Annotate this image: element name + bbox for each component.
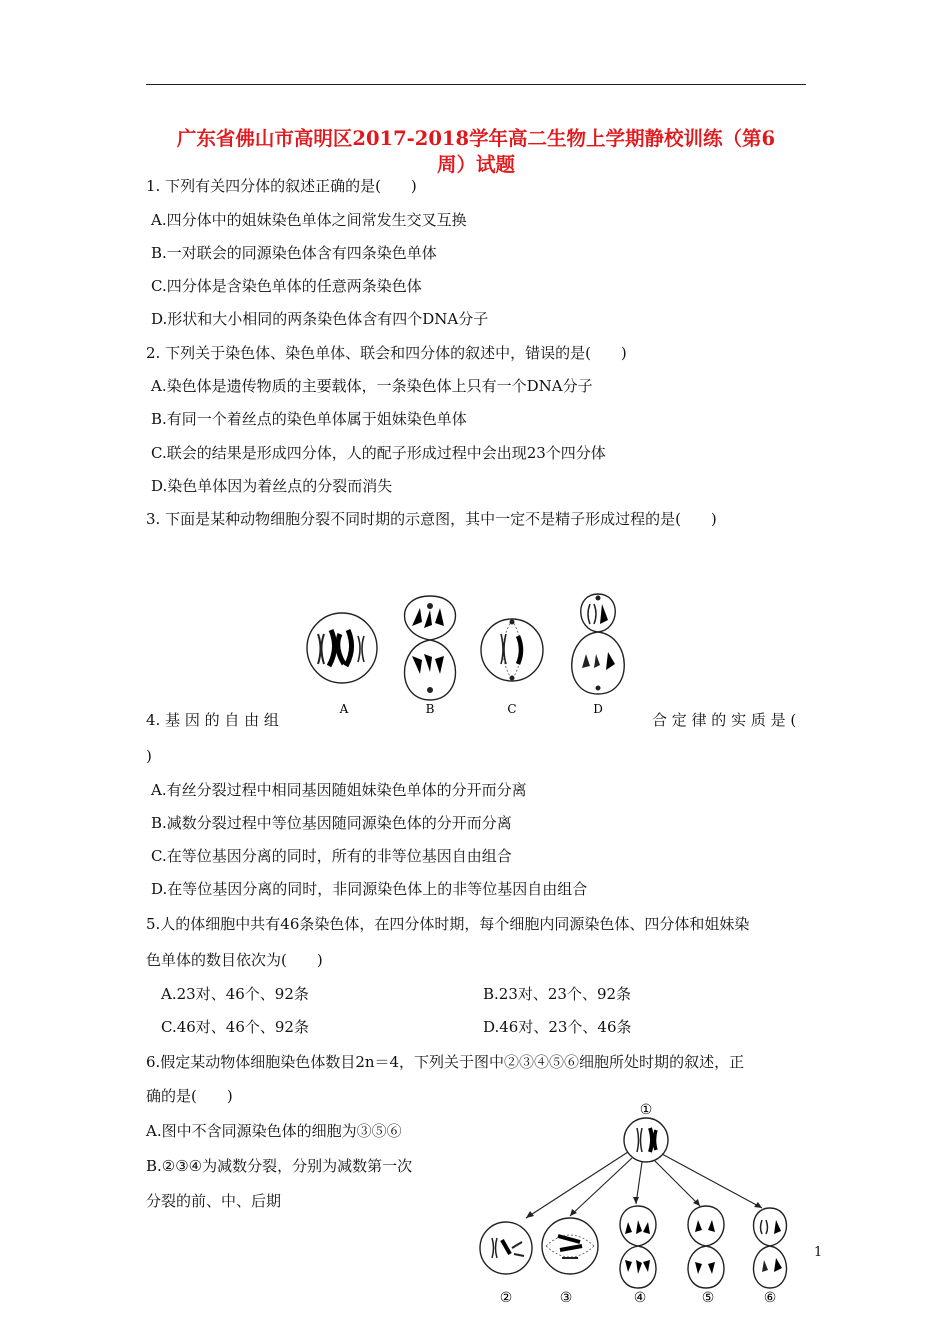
q4-stem-end: ) [146, 747, 152, 765]
cell-label-5: ⑤ [701, 1290, 715, 1306]
q4-stem-right: 合 定 律 的 实 质 是 ( [652, 711, 797, 729]
cell-label-d: D [593, 702, 603, 716]
q1-option-b: B.一对联会的同源染色体含有四条染色单体 [151, 244, 437, 262]
q5-stem-line1: 5.人的体细胞中共有46条染色体，在四分体时期，每个细胞内同源染色体、四分体和姐妹染 [146, 915, 750, 933]
cell-lineage-figure [474, 1098, 804, 1312]
cell-label-2: ② [499, 1290, 513, 1306]
q6-stem-line1: 6.假定某动物体细胞染色体数目2n＝4，下列关于图中②③④⑤⑥细胞所处时期的叙述，正 [146, 1053, 745, 1071]
cell-label-6: ⑥ [763, 1290, 777, 1306]
page-title [146, 126, 806, 178]
q2-option-b: B.有同一个着丝点的染色单体属于姐妹染色单体 [151, 410, 467, 428]
title-line-2: 周）试题 [436, 153, 515, 176]
cell-label-c: C [507, 702, 517, 716]
cell-3-diagram [542, 1218, 598, 1274]
q5-option-c: C.46对、46个、92条 [161, 1018, 309, 1036]
header-rule [146, 84, 806, 85]
q1-option-d: D.形状和大小相同的两条染色体含有四个DNA分子 [151, 310, 489, 328]
cell-label-4: ④ [633, 1290, 647, 1306]
cell-b-diagram [405, 596, 456, 700]
cell-d-diagram [572, 594, 625, 694]
q6-option-b-line2: 分裂的前、中、后期 [146, 1192, 282, 1210]
q1-stem: 1. 下列有关四分体的叙述正确的是( ) [146, 177, 417, 195]
cell-a-diagram [307, 613, 377, 683]
q2-option-c: C.联会的结果是形成四分体，人的配子形成过程中会出现23个四分体 [151, 444, 606, 462]
q6-option-b-line1: B.②③④为减数分裂，分别为减数第一次 [146, 1157, 413, 1175]
cell-6-diagram [754, 1208, 787, 1288]
cell-label-a: A [339, 702, 349, 716]
cell-1-diagram [624, 1118, 668, 1162]
cell-c-diagram [481, 619, 543, 681]
q4-option-c: C.在等位基因分离的同时，所有的非等位基因自由组合 [151, 847, 512, 865]
cell-2-diagram [480, 1222, 532, 1274]
title-line-1: 广东省佛山市高明区2017-2018学年高二生物上学期静校训练（第6 [176, 127, 776, 150]
cell-division-figure [296, 590, 641, 722]
q2-stem: 2. 下列关于染色体、染色单体、联会和四分体的叙述中，错误的是( ) [146, 344, 627, 362]
q6-option-a: A.图中不含同源染色体的细胞为③⑤⑥ [146, 1122, 402, 1140]
cell-5-diagram [688, 1206, 724, 1288]
q3-stem: 3. 下面是某种动物细胞分裂不同时期的示意图，其中一定不是精子形成过程的是( ) [146, 510, 717, 528]
cell-label-1: ① [639, 1102, 653, 1118]
q4-option-b: B.减数分裂过程中等位基因随同源染色体的分开而分离 [151, 814, 512, 832]
q4-option-d: D.在等位基因分离的同时，非同源染色体上的非等位基因自由组合 [151, 880, 588, 898]
cell-label-3: ③ [559, 1290, 573, 1306]
cell-label-b: B [425, 702, 435, 716]
page-number: 1 [814, 1245, 823, 1260]
q2-option-d: D.染色单体因为着丝点的分裂而消失 [151, 477, 393, 495]
q5-option-b: B.23对、23个、92条 [483, 985, 632, 1003]
q5-option-a: A.23对、46个、92条 [161, 985, 309, 1003]
cell-4-diagram [620, 1206, 656, 1288]
q5-stem-line2: 色单体的数目依次为( ) [146, 951, 323, 969]
q6-stem-line2: 确的是( ) [146, 1087, 233, 1105]
q2-option-a: A.染色体是遗传物质的主要载体，一条染色体上只有一个DNA分子 [151, 377, 593, 395]
q1-option-a: A.四分体中的姐妹染色单体之间常发生交叉互换 [151, 211, 467, 229]
q4-option-a: A.有丝分裂过程中相同基因随姐妹染色单体的分开而分离 [151, 781, 527, 799]
q4-stem-left: 4. 基 因 的 自 由 组 [146, 711, 279, 729]
q1-option-c: C.四分体是含染色单体的任意两条染色体 [151, 277, 422, 295]
q5-option-d: D.46对、23个、46条 [483, 1018, 632, 1036]
